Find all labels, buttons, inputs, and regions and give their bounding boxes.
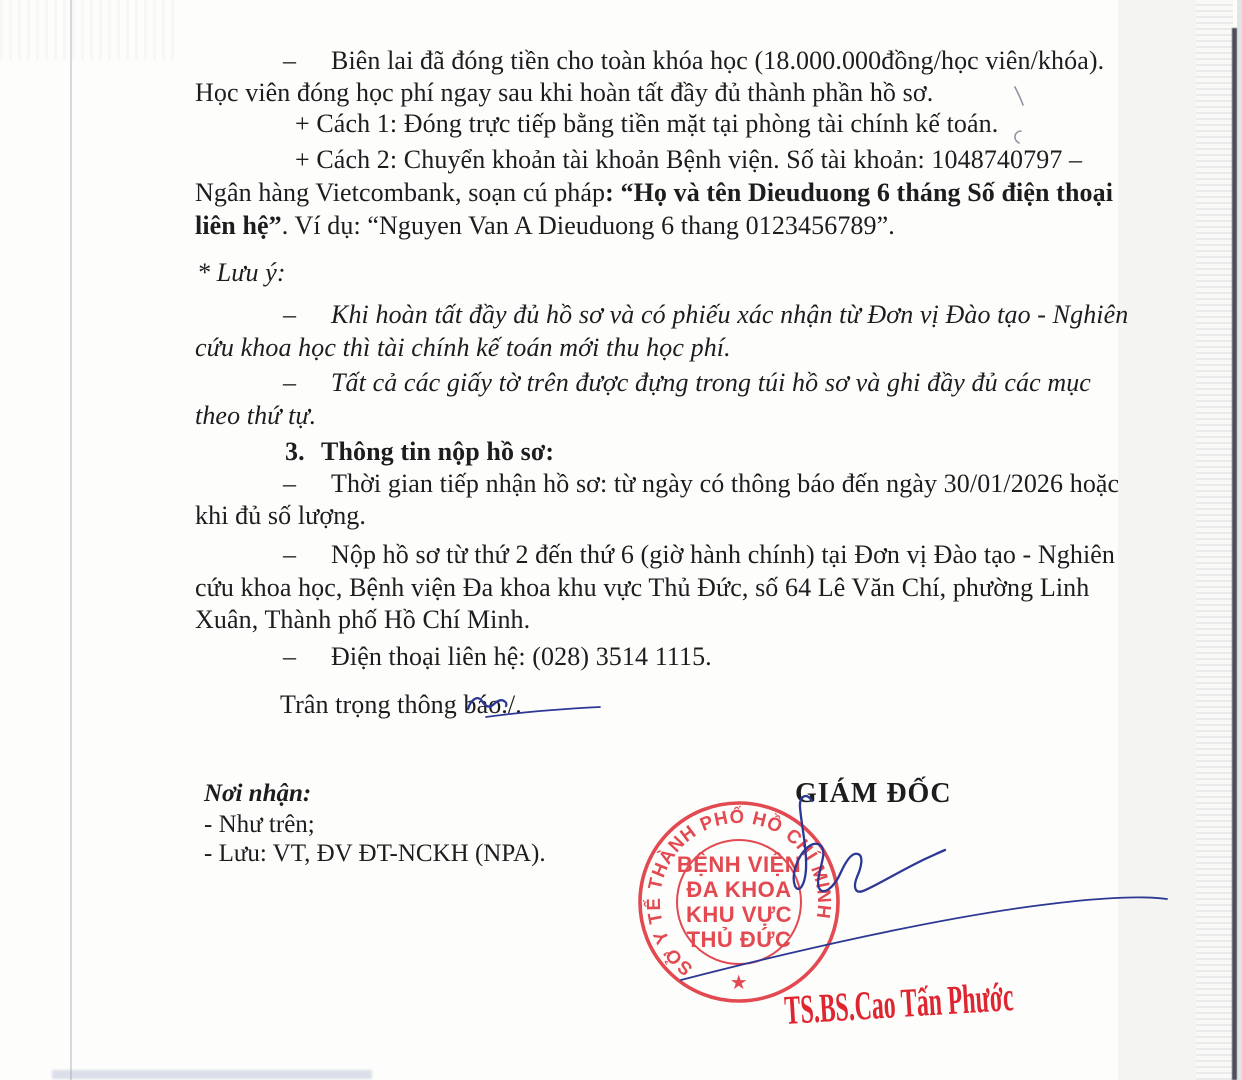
pencil-marks bbox=[1015, 87, 1023, 143]
hospital-round-stamp bbox=[640, 803, 838, 1001]
body-line bbox=[195, 604, 530, 636]
pencil-tick-mark bbox=[1015, 87, 1023, 105]
body-line-segment: Học viên đóng học phí ngay sau khi hoàn tất đầy đủ thành phần hồ sơ. bbox=[195, 78, 934, 107]
scan-noise-topleft bbox=[0, 0, 180, 60]
stamp-inner-ring bbox=[677, 840, 801, 964]
stamp-line-2: ĐA KHOA bbox=[686, 877, 792, 902]
body-line bbox=[295, 144, 1082, 176]
body-line-segment: cứu khoa học thì tài chính kế toán mới thu học phí. bbox=[195, 333, 731, 362]
stamp-line-3: KHU VỰC bbox=[685, 902, 793, 927]
body-line bbox=[283, 367, 1091, 399]
signature-flourish-line bbox=[681, 897, 1167, 980]
body-line-segment: liên hệ” bbox=[195, 211, 282, 240]
scan-band-soft bbox=[1118, 0, 1196, 1080]
body-line-segment: Nộp hồ sơ từ thứ 2 đến thứ 6 (giờ hành chính) tại Đơn vị Đào tạo - Nghiên bbox=[331, 540, 1116, 569]
stamp-ring-label: SỞ Y TẾ THÀNH PHỐ HỒ CHÍ MINH bbox=[643, 806, 835, 980]
body-line-segment: * Lưu ý: bbox=[197, 258, 286, 287]
recipients-item: - Lưu: VT, ĐV ĐT-NCKH (NPA). bbox=[204, 840, 546, 867]
body-line bbox=[295, 108, 998, 140]
body-line-segment: 3. bbox=[285, 437, 305, 466]
body-line bbox=[195, 177, 1113, 209]
recipients-title: Nơi nhận: bbox=[204, 780, 312, 807]
signer-name-stamp: TS.BS.Cao Tấn Phước bbox=[783, 973, 1015, 1034]
body-line-segment: Biên lai đã đóng tiền cho toàn khóa học (18.000.000đồng/học viên/khóa). bbox=[331, 46, 1105, 75]
scan-band-noise bbox=[1196, 0, 1233, 1080]
body-line bbox=[195, 77, 933, 109]
body-line bbox=[283, 539, 1115, 571]
body-line bbox=[285, 436, 554, 468]
body-line-segment: – bbox=[283, 368, 297, 397]
body-line-segment: Thời gian tiếp nhận hồ sơ: từ ngày có thông báo đến ngày 30/01/2026 hoặc bbox=[331, 469, 1120, 498]
director-signature bbox=[468, 698, 1167, 980]
body-line bbox=[283, 299, 1128, 331]
body-line-segment: – bbox=[283, 540, 297, 569]
recipients-item: - Như trên; bbox=[204, 811, 315, 838]
body-line bbox=[280, 689, 522, 721]
body-line-segment: Tất cả các giấy tờ trên được đựng trong túi hồ sơ và ghi đầy đủ các mục bbox=[331, 368, 1091, 397]
body-line-segment: : “Họ và tên Dieuduong 6 tháng Số điện thoại bbox=[605, 178, 1114, 207]
body-line bbox=[195, 332, 731, 364]
body-line-segment: Xuân, Thành phố Hồ Chí Minh. bbox=[195, 605, 531, 634]
body-line bbox=[197, 257, 286, 289]
body-line bbox=[195, 400, 316, 432]
body-line-segment: – bbox=[283, 469, 297, 498]
body-line-segment: Trân trọng thông báo./. bbox=[280, 690, 522, 719]
stamp-outer-ring bbox=[640, 803, 838, 1001]
body-line bbox=[283, 468, 1119, 500]
body-line-segment: – bbox=[283, 642, 297, 671]
body-line bbox=[195, 572, 1089, 604]
body-line-segment: Khi hoàn tất đầy đủ hồ sơ và có phiếu xác nhận từ Đơn vị Đào tạo - Nghiên bbox=[331, 300, 1129, 329]
body-line-segment: . Ví dụ: “Nguyen Van A Dieuduong 6 thang 0123456789”. bbox=[281, 211, 895, 240]
stamp-line-1: BỆNH VIỆN bbox=[676, 852, 802, 877]
signature-main-stroke bbox=[794, 796, 945, 892]
scan-smudge-bottom bbox=[52, 1070, 372, 1079]
body-line-segment: – bbox=[283, 300, 297, 329]
scan-crease-line bbox=[70, 0, 72, 1080]
body-line-segment: Điện thoại liên hệ: (028) 3514 1115. bbox=[331, 642, 712, 671]
body-line-segment: theo thứ tự. bbox=[195, 401, 317, 430]
body-line bbox=[195, 210, 895, 242]
body-line-segment: + Cách 2: Chuyển khoản tài khoản Bệnh viện. Số tài khoản: 1048740797 – bbox=[295, 145, 1083, 174]
body-line bbox=[195, 500, 366, 532]
stamp-line-4: THỦ ĐỨC bbox=[686, 927, 792, 952]
pencil-curl-mark bbox=[1015, 131, 1021, 143]
body-line bbox=[283, 641, 712, 673]
body-line-segment: + Cách 1: Đóng trực tiếp bằng tiền mặt tại phòng tài chính kế toán. bbox=[295, 109, 999, 138]
body-line-segment: cứu khoa học, Bệnh viện Đa khoa khu vực Thủ Đức, số 64 Lê Văn Chí, phường Linh bbox=[195, 573, 1090, 602]
body-line bbox=[283, 45, 1104, 77]
body-line-segment: – bbox=[283, 46, 297, 75]
stamp-star-icon: ★ bbox=[729, 972, 749, 994]
scan-edge-dark-line bbox=[1232, 28, 1237, 1080]
body-line-segment: khi đủ số lượng. bbox=[195, 501, 367, 530]
body-line-segment: Thông tin nộp hồ sơ: bbox=[321, 437, 555, 466]
director-title: GIÁM ĐỐC bbox=[795, 778, 952, 809]
scan-edge-light bbox=[1237, 0, 1242, 1080]
body-line-segment: Ngân hàng Vietcombank, soạn cú pháp bbox=[195, 178, 606, 207]
